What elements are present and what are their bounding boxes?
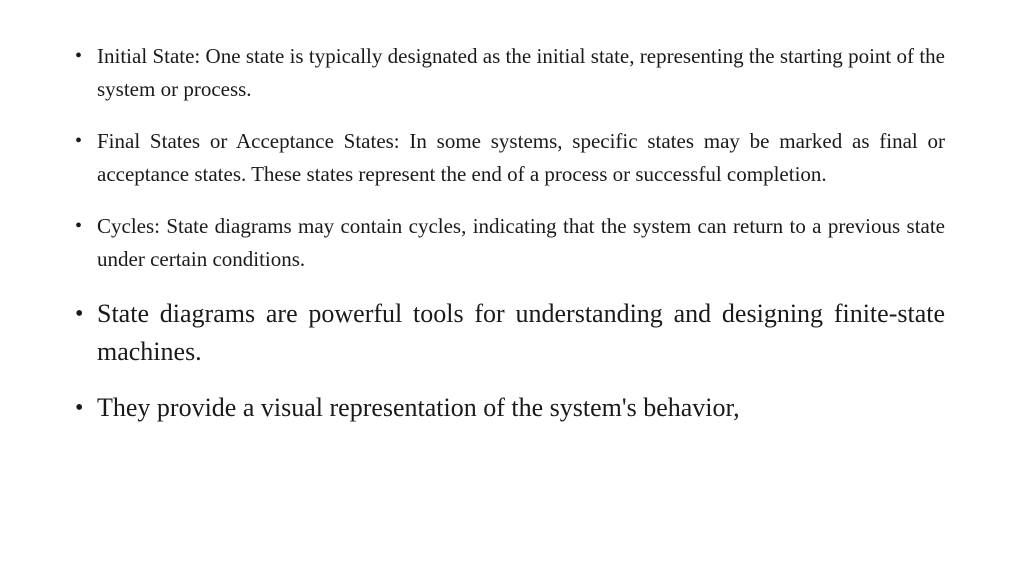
bullet-marker: • — [75, 301, 84, 327]
bullet-text: Cycles: State diagrams may contain cycles, indicating that the system can return to a previous state under certain conditions. — [97, 214, 945, 271]
bullet-list — [75, 40, 945, 445]
bullet-initial-state — [75, 40, 945, 106]
bullet-text: They provide a visual representation of the system's behavior, — [97, 393, 740, 422]
bullet-text: Final States or Acceptance States: In some systems, specific states may be marked as final or acceptance states. These states represent the end of a process or successful completion. — [97, 129, 945, 186]
bullet-marker: • — [75, 215, 83, 237]
bullet-marker: • — [75, 45, 83, 67]
bullet-marker: • — [75, 395, 84, 421]
bullet-visual-representation — [75, 389, 945, 427]
bullet-text: Initial State: One state is typically designated as the initial state, representing the starting point of the system or process. — [97, 44, 945, 101]
bullet-text: State diagrams are powerful tools for understanding and designing finite-state machines. — [97, 299, 945, 366]
bullet-marker: • — [75, 130, 83, 152]
bullet-powerful-tools — [75, 295, 945, 371]
bullet-final-states — [75, 125, 945, 191]
bullet-cycles — [75, 210, 945, 276]
